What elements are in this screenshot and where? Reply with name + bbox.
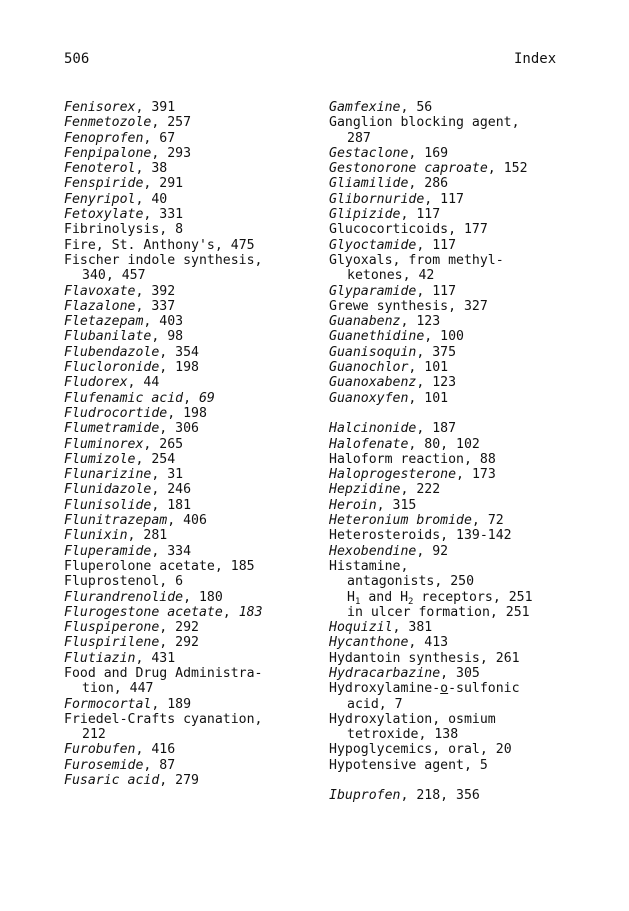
entry-term: Fenisorex (64, 100, 136, 115)
index-entry (329, 253, 589, 268)
entry-pages: 56 (416, 100, 433, 115)
group-spacer (329, 773, 589, 788)
entry-pages: 392 (151, 283, 176, 299)
entry-pages: 177 (463, 222, 488, 238)
index-entry: Fluminorex, 265 (64, 436, 184, 452)
entry-pages: 44 (143, 375, 160, 391)
entry-term: Flumetramide (64, 421, 160, 437)
entry-term: Gamfexine (329, 100, 401, 115)
index-group-h-end (329, 712, 589, 773)
entry-term: Fire, St. Anthony's (64, 237, 215, 253)
entry-pages: 20 (495, 742, 512, 758)
index-entry: Gestonorone caproate, 152 (329, 161, 528, 177)
index-entry: Fluspiperone, 292 (64, 620, 199, 636)
index-entry: Hepzidine, 222 (329, 482, 441, 498)
index-group-g (329, 100, 589, 406)
entry-term: Grewe synthesis (329, 298, 449, 314)
entry-continuation: 212 (82, 727, 106, 743)
entry-pages: 67 (159, 130, 176, 146)
entry-pages: 431 (151, 650, 176, 666)
entry-pages: 187 (432, 421, 457, 437)
entry-pages: 375 (432, 344, 457, 360)
index-entry (64, 712, 314, 727)
index-entry: Guanethidine, 100 (329, 329, 464, 345)
index-entry: Flunidazole, 246 (64, 482, 192, 498)
index-entry: Hydantoin synthesis, 261 (329, 650, 520, 666)
entry-pages: 123 (416, 314, 441, 330)
entry-term: Gliamilide (329, 176, 409, 192)
entry-pages: 305 (456, 665, 480, 681)
index-entry: Glibornuride, 117 (329, 191, 464, 207)
entry-pages: 354 (175, 344, 199, 360)
entry-pages: 87 (159, 757, 176, 773)
entry-pages: 183 (238, 604, 263, 620)
index-entry: Fluperolone acetate, 185 (64, 558, 255, 574)
index-entry: Flunisolide, 181 (64, 497, 192, 513)
entry-term: Glyparamide (329, 283, 417, 299)
index-entry: Fusaric acid, 279 (64, 773, 199, 789)
entry-term: Friedel-Crafts cyanation, (64, 711, 263, 727)
index-entry: Hoquizil, 381 (329, 620, 433, 636)
entry-term: Halcinonide (329, 421, 417, 437)
entry-pages: 286 (424, 176, 449, 192)
entry-term: Flunisolide (64, 497, 152, 513)
index-entry: Flurogestone acetate, 183 (64, 604, 263, 620)
entry-pages: 40 (151, 191, 168, 207)
entry-term: Hypotensive agent (329, 757, 464, 773)
index-entry: Fenyripol, 40 (64, 191, 168, 207)
entry-pages: 31 (167, 467, 184, 483)
entry-term: Flumizole (64, 451, 136, 467)
index-entry: Flunarizine, 31 (64, 467, 184, 483)
entry-pages: 261 (495, 650, 520, 666)
entry-pages: 139-142 (456, 528, 512, 544)
index-entry: Fenoterol, 38 (64, 161, 168, 177)
entry-pages: 123 (432, 375, 457, 391)
entry-pages: 331 (159, 207, 184, 223)
entry-term: Guanochlor (329, 360, 409, 376)
entry-pages: 403 (159, 314, 184, 330)
running-header: Index (514, 51, 557, 67)
entry-pages: 198 (175, 360, 199, 376)
index-column-right (329, 100, 589, 804)
index-entry: Flazalone, 337 (64, 298, 176, 314)
entry-pages: 5 (479, 757, 488, 773)
entry-pages: 279 (175, 773, 199, 789)
index-entry-histamine (329, 559, 589, 574)
entry-term: Glucocorticoids (329, 222, 449, 238)
index-entry: Fibrinolysis, 8 (64, 222, 184, 238)
entry-pages: 291 (159, 176, 184, 192)
index-subentry: in ulcer formation, 251 (347, 604, 530, 620)
entry-term: Fenspiride (64, 176, 144, 192)
index-entry: Haloform reaction, 88 (329, 451, 496, 467)
entry-pages: 189 (167, 696, 192, 712)
entry-term: Haloprogesterone (329, 467, 457, 483)
index-entry: Gestaclone, 169 (329, 145, 449, 161)
index-entry (64, 253, 314, 268)
entry-pages: 306 (175, 421, 199, 437)
entry-pages: 117 (416, 207, 441, 223)
index-entry: Guanisoquin, 375 (329, 344, 457, 360)
page-number: 506 (64, 51, 90, 67)
index-entry: Flunixin, 281 (64, 528, 168, 544)
entry-term: Guanabenz (329, 314, 401, 330)
entry-pages: 413 (424, 635, 449, 651)
entry-term: Flurandrenolide (64, 589, 184, 605)
index-entry: Guanabenz, 123 (329, 314, 441, 330)
index-entry: Flumizole, 254 (64, 451, 176, 467)
index-entry (64, 666, 314, 681)
entry-pages: 8 (175, 222, 184, 238)
entry-term: Fluperamide (64, 543, 152, 559)
entry-term: Halofenate (329, 436, 409, 452)
entry-pages: 100 (440, 329, 464, 345)
entry-pages: 80, 102 (424, 436, 480, 452)
entry-term: Flunixin (64, 528, 128, 544)
entry-term: Hydracarbazine (329, 665, 441, 681)
entry-pages: 327 (463, 298, 488, 314)
index-entry: Glipizide, 117 (329, 207, 441, 223)
entry-pages: 292 (175, 620, 199, 636)
index-entry: Heterosteroids, 139-142 (329, 528, 512, 544)
entry-term: Flunitrazepam (64, 513, 168, 529)
index-entry: Guanoxyfen, 101 (329, 390, 449, 406)
index-entry: Hypotensive agent, 5 (329, 757, 488, 773)
index-entry: Flurandrenolide, 180 (64, 589, 223, 605)
entry-term: Gestaclone (329, 145, 409, 161)
entry-term: Flubanilate (64, 329, 152, 345)
entry-pages: 334 (167, 543, 192, 559)
entry-pages: 218, 356 (416, 788, 480, 804)
entry-term: Hepzidine (329, 482, 401, 498)
index-entry: Gamfexine, 56 (329, 100, 433, 115)
index-entry: Hexobendine, 92 (329, 543, 449, 559)
entry-pages: 181 (167, 497, 192, 513)
index-entry: Heteronium bromide, 72 (329, 513, 504, 529)
entry-pages: 72 (487, 513, 504, 529)
entry-term: Fludorex (64, 375, 128, 391)
entry-term: Flutiazin (64, 650, 136, 666)
index-entry: Fludorex, 44 (64, 375, 160, 391)
entry-pages: 69 (198, 390, 215, 406)
index-entry: Fenoprofen, 67 (64, 130, 176, 146)
entry-term: Ibuprofen (329, 788, 401, 804)
index-entry: Formocortal, 189 (64, 696, 192, 712)
index-entry: Glyparamide, 117 (329, 283, 457, 299)
entry-term: Furosemide (64, 757, 144, 773)
index-group-i (329, 788, 589, 803)
entry-term: Flazalone (64, 298, 136, 314)
entry-term: Fenpipalone (64, 145, 152, 161)
entry-term: Guanoxyfen (329, 390, 409, 406)
index-entry-hydroxylamine: Hydroxylamine-o-sulfonic (329, 681, 520, 697)
entry-continuation: 287 (347, 130, 371, 146)
entry-continuation: 340, 457 (82, 268, 146, 284)
index-entry: Fluprostenol, 6 (64, 574, 184, 590)
index-entry: Fetoxylate, 331 (64, 207, 184, 223)
entry-term: Fluminorex (64, 436, 144, 452)
entry-pages: 185 (230, 558, 255, 574)
entry-pages: 391 (151, 100, 176, 115)
group-spacer (329, 406, 589, 421)
entry-term: Fluperolone acetate (64, 558, 215, 574)
entry-pages: 198 (183, 405, 207, 421)
entry-continuation: acid, 7 (347, 696, 403, 712)
entry-term: Flucloronide (64, 360, 160, 376)
entry-pages: 92 (432, 543, 449, 559)
entry-pages: 152 (503, 161, 528, 177)
index-entry: Halofenate, 80, 102 (329, 436, 480, 452)
index-entry: Fire, St. Anthony's, 475 (64, 237, 255, 253)
entry-pages: 406 (183, 513, 207, 529)
entry-continuation: tetroxide, 138 (347, 727, 459, 743)
entry-term: Fluprostenol (64, 574, 160, 590)
index-group-h (329, 421, 589, 559)
index-entry: Flubendazole, 354 (64, 344, 199, 360)
entry-pages: 101 (424, 360, 449, 376)
entry-pages: 315 (392, 497, 417, 513)
index-group-h-cont (329, 620, 589, 681)
entry-pages: 169 (424, 145, 449, 161)
entry-pages: 292 (175, 635, 199, 651)
index-entry: Fenpipalone, 293 (64, 145, 192, 161)
entry-term: Histamine, (329, 558, 409, 574)
index-entry: Guanochlor, 101 (329, 360, 449, 376)
entry-pages: 38 (151, 161, 168, 177)
index-entry: Flunitrazepam, 406 (64, 513, 207, 529)
entry-pages: 416 (151, 742, 176, 758)
entry-term: Flunidazole (64, 482, 152, 498)
index-entry: Halcinonide, 187 (329, 421, 457, 437)
entry-term: Hycanthone (329, 635, 409, 651)
entry-term: Fluspiperone (64, 620, 160, 636)
index-entry (329, 712, 589, 727)
entry-pages: 117 (440, 191, 464, 207)
index-entry (329, 115, 589, 130)
index-entry: Flutiazin, 431 (64, 650, 176, 666)
entry-continuation: ketones, 42 (347, 268, 435, 284)
index-entry: Fluperamide, 334 (64, 543, 192, 559)
index-entry: Flubanilate, 98 (64, 329, 184, 345)
entry-pages: 475 (230, 237, 255, 253)
index-entry: Flucloronide, 198 (64, 360, 199, 376)
entry-term: Flavoxate (64, 283, 136, 299)
entry-term: Flubendazole (64, 344, 160, 360)
index-entry: Guanoxabenz, 123 (329, 375, 457, 391)
index-subentry: antagonists, 250 (347, 574, 475, 590)
index-entry: Furosemide, 87 (64, 757, 176, 773)
entry-term: Fibrinolysis (64, 222, 160, 238)
entry-term: Gestonorone caproate (329, 161, 488, 177)
entry-pages: 254 (151, 451, 176, 467)
entry-term: Hypoglycemics, oral (329, 742, 480, 758)
index-entry: Hypoglycemics, oral, 20 (329, 742, 512, 758)
entry-pages: 257 (167, 115, 192, 131)
entry-term: Fenmetozole (64, 115, 152, 131)
entry-term: Hydantoin synthesis (329, 650, 480, 666)
entry-term: Fluspirilene (64, 635, 160, 651)
index-entry: Furobufen, 416 (64, 742, 176, 758)
entry-term: Guanoxabenz (329, 375, 417, 391)
index-entry: Hydracarbazine, 305 (329, 665, 480, 681)
entry-pages: 101 (424, 390, 449, 406)
entry-pages: 281 (143, 528, 168, 544)
index-entry: Flumetramide, 306 (64, 421, 199, 437)
entry-term: Fenoprofen (64, 130, 144, 146)
index-subentry: $H_1$ and $H_2$ receptors, 251 (347, 589, 533, 607)
entry-term: Fusaric acid (64, 773, 160, 789)
index-entry: Glucocorticoids, 177 (329, 222, 488, 238)
entry-pages: 180 (198, 589, 223, 605)
entry-term: Fischer indole synthesis, (64, 252, 263, 268)
entry-pages: 6 (175, 574, 184, 590)
index-entry: Ibuprofen, 218, 356 (329, 788, 480, 804)
entry-pages: 88 (479, 451, 496, 467)
entry-term: Hoquizil (329, 620, 393, 636)
entry-term: Guanethidine (329, 329, 425, 345)
index-entry: Fletazepam, 403 (64, 314, 184, 330)
entry-term: Hydroxylation, osmium (329, 711, 496, 727)
entry-pages: 117 (432, 283, 457, 299)
entry-term: Heterosteroids (329, 528, 441, 544)
entry-term: Heteronium bromide (329, 513, 472, 529)
index-entry: Fludrocortide, 198 (64, 405, 207, 421)
entry-term: Food and Drug Administra- (64, 665, 263, 681)
index-entry: Gliamilide, 286 (329, 176, 449, 192)
entry-term: Fetoxylate (64, 207, 144, 223)
entry-term: Fletazepam (64, 314, 144, 330)
index-entry: Fenspiride, 291 (64, 176, 184, 192)
entry-continuation: tion, 447 (82, 681, 154, 697)
entry-term: Glibornuride (329, 191, 425, 207)
index-entry: Grewe synthesis, 327 (329, 298, 488, 314)
index-entry: Glyoctamide, 117 (329, 237, 457, 253)
index-entry: Haloprogesterone, 173 (329, 467, 496, 483)
entry-term: Flufenamic acid (64, 390, 184, 406)
index-entry: Fenmetozole, 257 (64, 115, 192, 131)
index-entry: Flufenamic acid, 69 (64, 390, 215, 406)
entry-term: Haloform reaction (329, 451, 464, 467)
index-entry: Hycanthone, 413 (329, 635, 449, 651)
entry-pages: 337 (151, 298, 176, 314)
entry-pages: 98 (167, 329, 184, 345)
entry-term: Fludrocortide (64, 405, 168, 421)
entry-term: Glipizide (329, 207, 401, 223)
entry-term: Formocortal (64, 696, 152, 712)
entry-term: Guanisoquin (329, 344, 417, 360)
entry-pages: 246 (167, 482, 192, 498)
entry-term: Furobufen (64, 742, 136, 758)
index-entry: Fenisorex, 391 (64, 100, 176, 115)
entry-term: Hexobendine (329, 543, 417, 559)
entry-term: Flurogestone acetate (64, 604, 223, 620)
entry-pages: 222 (416, 482, 441, 498)
entry-pages: 381 (408, 620, 433, 636)
index-entry: Fluspirilene, 292 (64, 635, 199, 651)
entry-term: Fenoterol (64, 161, 136, 177)
entry-pages: 265 (159, 436, 184, 452)
index-entry: Flavoxate, 392 (64, 283, 176, 299)
entry-term: Ganglion blocking agent, (329, 115, 520, 131)
entry-term: Fenyripol (64, 191, 136, 207)
entry-pages: 293 (167, 145, 192, 161)
entry-pages: 117 (432, 237, 457, 253)
entry-term: Glyoctamide (329, 237, 417, 253)
entry-term: Glyoxals, from methyl- (329, 252, 504, 268)
index-entry: Heroin, 315 (329, 497, 417, 513)
entry-pages: 173 (471, 467, 496, 483)
index-column-left (64, 100, 314, 788)
entry-term: Flunarizine (64, 467, 152, 483)
entry-term: Heroin (329, 497, 377, 513)
